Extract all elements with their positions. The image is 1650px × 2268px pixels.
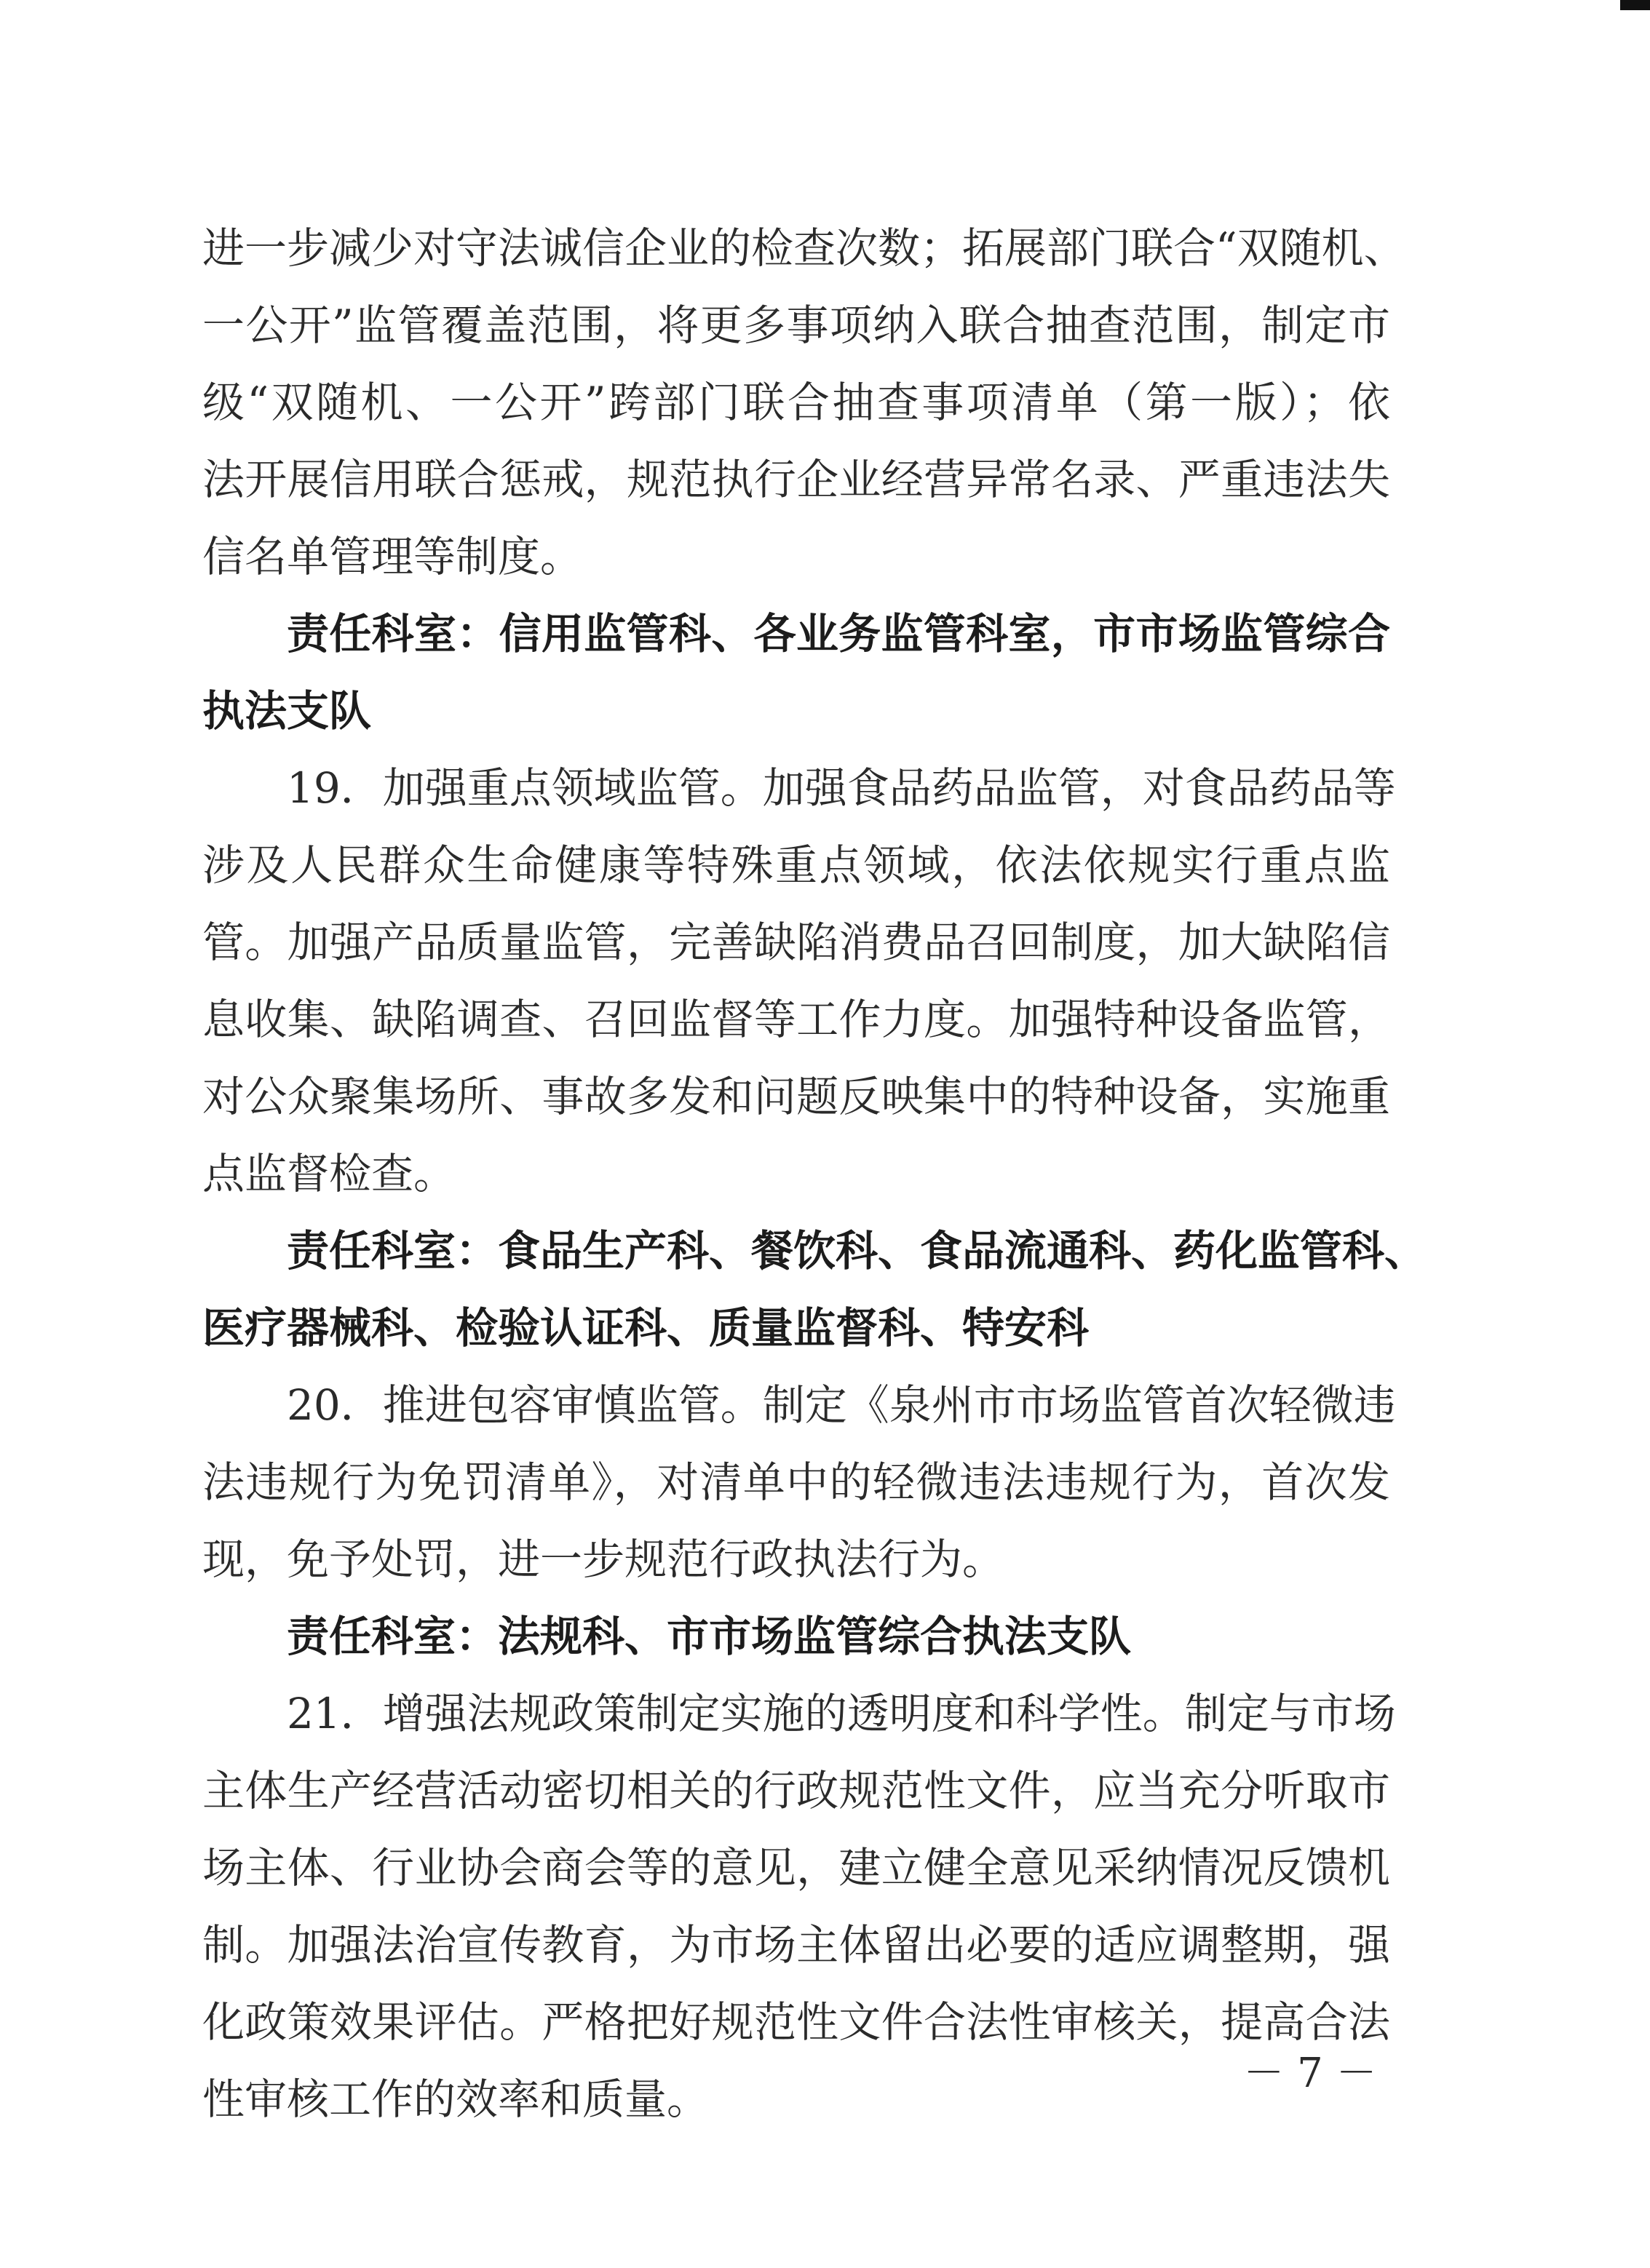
text-line: 现，免予处罚，进一步规范行政执法行为。 [202, 1535, 1005, 1584]
text-line: 医疗器械科、检验认证科、质量监督科、特安科 [202, 1303, 1090, 1353]
text-line: 责任科室：信用监管科、各业务监管科室，市市场监管综合 [287, 609, 1390, 658]
text-line: 点监督检查。 [202, 1149, 456, 1198]
text-line: 执法支队 [202, 686, 372, 736]
text-line: 性审核工作的效率和质量。 [202, 2074, 710, 2124]
document-body [202, 210, 1427, 2138]
text-line: 管。加强产品质量监管，完善缺陷消费品召回制度，加大缺陷信 [202, 918, 1390, 967]
text-line: 21．增强法规政策制定实施的透明度和科学性。制定与市场 [287, 1689, 1396, 1738]
text-line: 级“双随机、一公开”跨部门联合抽查事项清单（第一版）；依 [202, 378, 1390, 427]
text-line: 责任科室：食品生产科、餐饮科、食品流通科、药化监管科、 [287, 1226, 1427, 1276]
responsibility-paragraph [202, 595, 1390, 749]
text-line: 息收集、缺陷调查、召回监督等工作力度。加强特种设备监管， [202, 995, 1390, 1044]
text-line: 对公众聚集场所、事故多发和问题反映集中的特种设备，实施重 [202, 1072, 1390, 1121]
text-line: 涉及人民群众生命健康等特殊重点领域，依法依规实行重点监 [202, 840, 1390, 890]
text-line: 责任科室：法规科、市市场监管综合执法支队 [287, 1612, 1132, 1661]
text-line: 信名单管理等制度。 [202, 532, 583, 581]
text-line: 化政策效果评估。严格把好规范性文件合法性审核关，提高合法 [202, 1997, 1390, 2047]
paragraph-item-19 [202, 749, 1396, 1212]
scan-corner-mark [1620, 0, 1650, 10]
text-line: 法违规行为免罚清单》，对清单中的轻微违法违规行为，首次发 [202, 1457, 1390, 1507]
text-line: 制。加强法治宣传教育，为市场主体留出必要的适应调整期，强 [202, 1920, 1390, 1970]
text-line: 一公开”监管覆盖范围，将更多事项纳入联合抽查范围，制定市 [202, 301, 1390, 350]
paragraph-item-20 [202, 1366, 1396, 1598]
text-line: 20．推进包容审慎监管。制定《泉州市市场监管首次轻微违 [287, 1380, 1396, 1430]
text-line: 进一步减少对守法诚信企业的检查次数；拓展部门联合“双随机、 [202, 223, 1406, 273]
text-line: 19．加强重点领域监管。加强食品药品监管，对食品药品等 [287, 763, 1396, 813]
text-line: 法开展信用联合惩戒，规范执行企业经营异常名录、严重违法失 [202, 455, 1390, 504]
paragraph-continuation [202, 210, 1406, 595]
responsibility-paragraph [202, 1598, 1390, 1675]
text-line: 主体生产经营活动密切相关的行政规范性文件，应当充分听取市 [202, 1766, 1390, 1815]
page-number: － 7 － [1243, 2050, 1377, 2097]
text-line: 场主体、行业协会商会等的意见，建立健全意见采纳情况反馈机 [202, 1843, 1390, 1893]
responsibility-paragraph [202, 1212, 1427, 1366]
paragraph-item-21 [202, 1675, 1396, 2138]
